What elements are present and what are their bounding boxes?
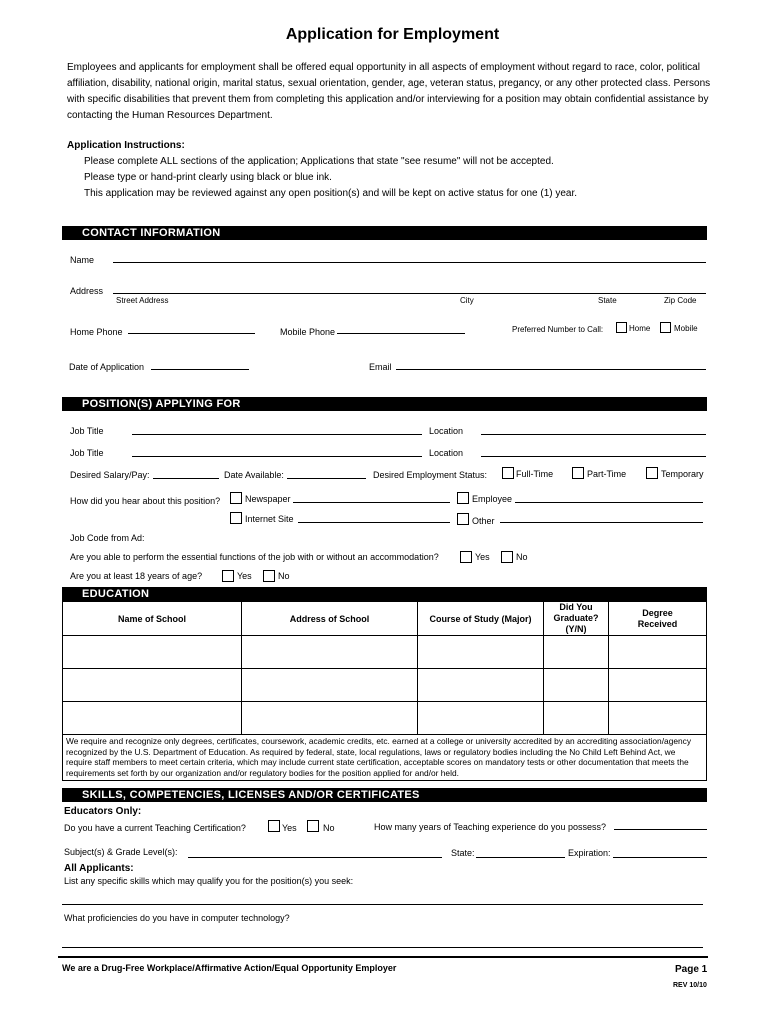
col-graduated: Did You Graduate? (Y/N) xyxy=(544,602,609,636)
teaching-cert-yes-label: Yes xyxy=(282,823,297,833)
table-cell[interactable] xyxy=(418,636,544,669)
footer-divider xyxy=(58,956,708,958)
address-field[interactable] xyxy=(113,293,706,294)
all-applicants-label: All Applicants: xyxy=(64,863,134,874)
education-section-title: EDUCATION xyxy=(82,588,150,600)
desired-salary-label: Desired Salary/Pay: xyxy=(70,470,150,480)
location-field-1[interactable] xyxy=(481,434,706,435)
full-time-label: Full-Time xyxy=(516,469,554,479)
email-label: Email xyxy=(369,362,392,372)
job-code-label: Job Code from Ad: xyxy=(70,533,145,543)
city-caption: City xyxy=(460,296,474,305)
col-course-of-study: Course of Study (Major) xyxy=(418,602,544,636)
list-skills-label: List any specific skills which may qualify you for the position(s) you seek: xyxy=(64,876,354,886)
table-cell[interactable] xyxy=(544,636,609,669)
education-table xyxy=(62,601,707,781)
expiration-field[interactable] xyxy=(613,857,707,858)
skills-section-header xyxy=(62,788,707,802)
table-cell[interactable] xyxy=(242,669,418,702)
pref-mobile-label: Mobile xyxy=(674,324,698,333)
newspaper-field[interactable] xyxy=(293,502,450,503)
employee-label: Employee xyxy=(472,494,513,504)
date-available-label: Date Available: xyxy=(224,470,284,480)
table-cell[interactable] xyxy=(418,669,544,702)
mobile-phone-label: Mobile Phone xyxy=(280,327,336,337)
instructions-heading: Application Instructions: xyxy=(67,140,185,151)
pref-home-checkbox[interactable] xyxy=(616,322,627,333)
col-address-of-school: Address of School xyxy=(242,602,418,636)
table-cell[interactable] xyxy=(242,702,418,735)
educators-only-label: Educators Only: xyxy=(64,806,142,817)
hear-about-label: How did you hear about this position? xyxy=(70,496,221,506)
job-title-field-1[interactable] xyxy=(132,434,422,435)
mobile-phone-field[interactable] xyxy=(337,333,465,334)
age-yes-checkbox[interactable] xyxy=(222,570,234,582)
table-cell[interactable] xyxy=(63,669,242,702)
position-section-header xyxy=(62,397,707,411)
state-caption: State xyxy=(598,296,617,305)
teaching-cert-yes-checkbox[interactable] xyxy=(268,820,280,832)
essential-yes-label: Yes xyxy=(475,552,490,562)
temporary-checkbox[interactable] xyxy=(646,467,658,479)
date-of-application-field[interactable] xyxy=(151,369,249,370)
internet-site-checkbox[interactable] xyxy=(230,512,242,524)
desired-salary-field[interactable] xyxy=(153,478,219,479)
table-cell[interactable] xyxy=(544,669,609,702)
footer-statement: We are a Drug-Free Workplace/Affirmative Action/Equal Opportunity Employer xyxy=(62,963,397,973)
table-row xyxy=(63,669,707,702)
page-title: Application for Employment xyxy=(285,26,500,43)
teaching-years-field[interactable] xyxy=(614,829,707,830)
preferred-number-label: Preferred Number to Call: xyxy=(512,325,604,334)
expiration-label: Expiration: xyxy=(568,848,611,858)
education-section-header xyxy=(62,587,707,601)
home-phone-field[interactable] xyxy=(128,333,255,334)
pref-home-label: Home xyxy=(629,324,651,333)
newspaper-checkbox[interactable] xyxy=(230,492,242,504)
location-label: Location xyxy=(429,448,464,458)
date-available-field[interactable] xyxy=(287,478,366,479)
job-title-label: Job Title xyxy=(70,426,104,436)
revision-label: REV 10/10 xyxy=(673,982,707,989)
age-question-label: Are you at least 18 years of age? xyxy=(70,571,203,581)
location-field-2[interactable] xyxy=(481,456,706,457)
home-phone-label: Home Phone xyxy=(70,327,123,337)
employee-field[interactable] xyxy=(515,502,703,503)
intro-paragraph: Employees and applicants for employment shall be offered equal opportunity in all aspects of employment without regard to race, color, political affiliation, disability, national origin, marital status, sexual orientation, gender, age, veteran status, pregancy, or any other protected class. Persons with specific disabilities that prevent them from completing this application and/or interviewing for a position may obtain confidential assistance by contacting the Human Resources Department. xyxy=(67,62,711,121)
age-yes-label: Yes xyxy=(237,571,252,581)
age-no-checkbox[interactable] xyxy=(263,570,275,582)
essential-functions-label: Are you able to perform the essential functions of the job with or without an accommodation? xyxy=(70,552,439,562)
table-cell[interactable] xyxy=(609,636,707,669)
cert-state-label: State: xyxy=(451,848,475,858)
job-title-field-2[interactable] xyxy=(132,456,422,457)
name-label: Name xyxy=(70,255,95,265)
name-field[interactable] xyxy=(113,262,706,263)
newspaper-label: Newspaper xyxy=(245,494,291,504)
cert-state-field[interactable] xyxy=(476,857,565,858)
table-cell[interactable] xyxy=(242,636,418,669)
essential-no-checkbox[interactable] xyxy=(501,551,513,563)
computer-proficiency-label: What proficiencies do you have in computer technology? xyxy=(64,913,290,923)
street-caption: Street Address xyxy=(116,296,169,305)
teaching-cert-no-checkbox[interactable] xyxy=(307,820,319,832)
location-label: Location xyxy=(429,426,464,436)
table-cell[interactable] xyxy=(63,636,242,669)
col-degree-received: Degree Received xyxy=(609,602,707,636)
table-cell[interactable] xyxy=(609,702,707,735)
internet-site-field[interactable] xyxy=(298,522,450,523)
education-note: We require and recognize only degrees, certificates, coursework, academic credits, etc. earned at a college or university accredited by an accrediting association/agency recognized by the U.S. Department of Education. As required by federal, state, local regulations, laws or regulatory bodies including the No Child Left Behind Act, we require staff members to meet certain criteria, which may include current state certification, acceptable scores on mandatory tests or other documentation that meets the requirements set forth by our organization and/or regulatory bodies for the position applied for and/or held. xyxy=(63,735,707,781)
page-number: Page 1 xyxy=(675,964,708,975)
contact-section-header xyxy=(62,226,707,240)
contact-section-title: CONTACT INFORMATION xyxy=(82,227,221,239)
other-checkbox[interactable] xyxy=(457,513,469,525)
table-row xyxy=(63,702,707,735)
subjects-field[interactable] xyxy=(188,857,442,858)
email-field[interactable] xyxy=(396,369,706,370)
table-row xyxy=(63,636,707,669)
age-no-label: No xyxy=(278,571,290,581)
skills-section-title: SKILLS, COMPETENCIES, LICENSES AND/OR CERTIFICATES xyxy=(82,789,420,801)
instruction-line: This application may be reviewed against any open position(s) and will be kept on active status for one (1) year. xyxy=(84,188,578,199)
table-cell[interactable] xyxy=(63,702,242,735)
position-section-title: POSITION(S) APPLYING FOR xyxy=(82,398,241,410)
job-title-label: Job Title xyxy=(70,448,104,458)
teaching-cert-label: Do you have a current Teaching Certification? xyxy=(64,823,246,833)
teaching-years-label: How many years of Teaching experience do you possess? xyxy=(374,822,606,832)
other-label: Other xyxy=(472,516,495,526)
table-cell[interactable] xyxy=(418,702,544,735)
part-time-label: Part-Time xyxy=(587,469,627,479)
instruction-line: Please complete ALL sections of the application; Applications that state "see resume" will not be accepted. xyxy=(84,156,554,167)
skills-field[interactable] xyxy=(62,904,703,905)
date-of-application-label: Date of Application xyxy=(69,362,145,372)
internet-site-label: Internet Site xyxy=(245,514,294,524)
table-cell[interactable] xyxy=(544,702,609,735)
pref-mobile-checkbox[interactable] xyxy=(660,322,671,333)
table-cell[interactable] xyxy=(609,669,707,702)
col-name-of-school: Name of School xyxy=(63,602,242,636)
teaching-cert-no-label: No xyxy=(323,823,335,833)
full-time-checkbox[interactable] xyxy=(502,467,514,479)
employment-status-label: Desired Employment Status: xyxy=(373,470,488,480)
temporary-label: Temporary xyxy=(661,469,704,479)
computer-proficiency-field[interactable] xyxy=(62,947,703,948)
employee-checkbox[interactable] xyxy=(457,492,469,504)
subjects-label: Subject(s) & Grade Level(s): xyxy=(64,847,178,857)
address-label: Address xyxy=(70,286,104,296)
part-time-checkbox[interactable] xyxy=(572,467,584,479)
instruction-line: Please type or hand-print clearly using black or blue ink. xyxy=(84,172,332,183)
essential-yes-checkbox[interactable] xyxy=(460,551,472,563)
other-field[interactable] xyxy=(500,522,703,523)
essential-no-label: No xyxy=(516,552,528,562)
zip-caption: Zip Code xyxy=(664,296,697,305)
